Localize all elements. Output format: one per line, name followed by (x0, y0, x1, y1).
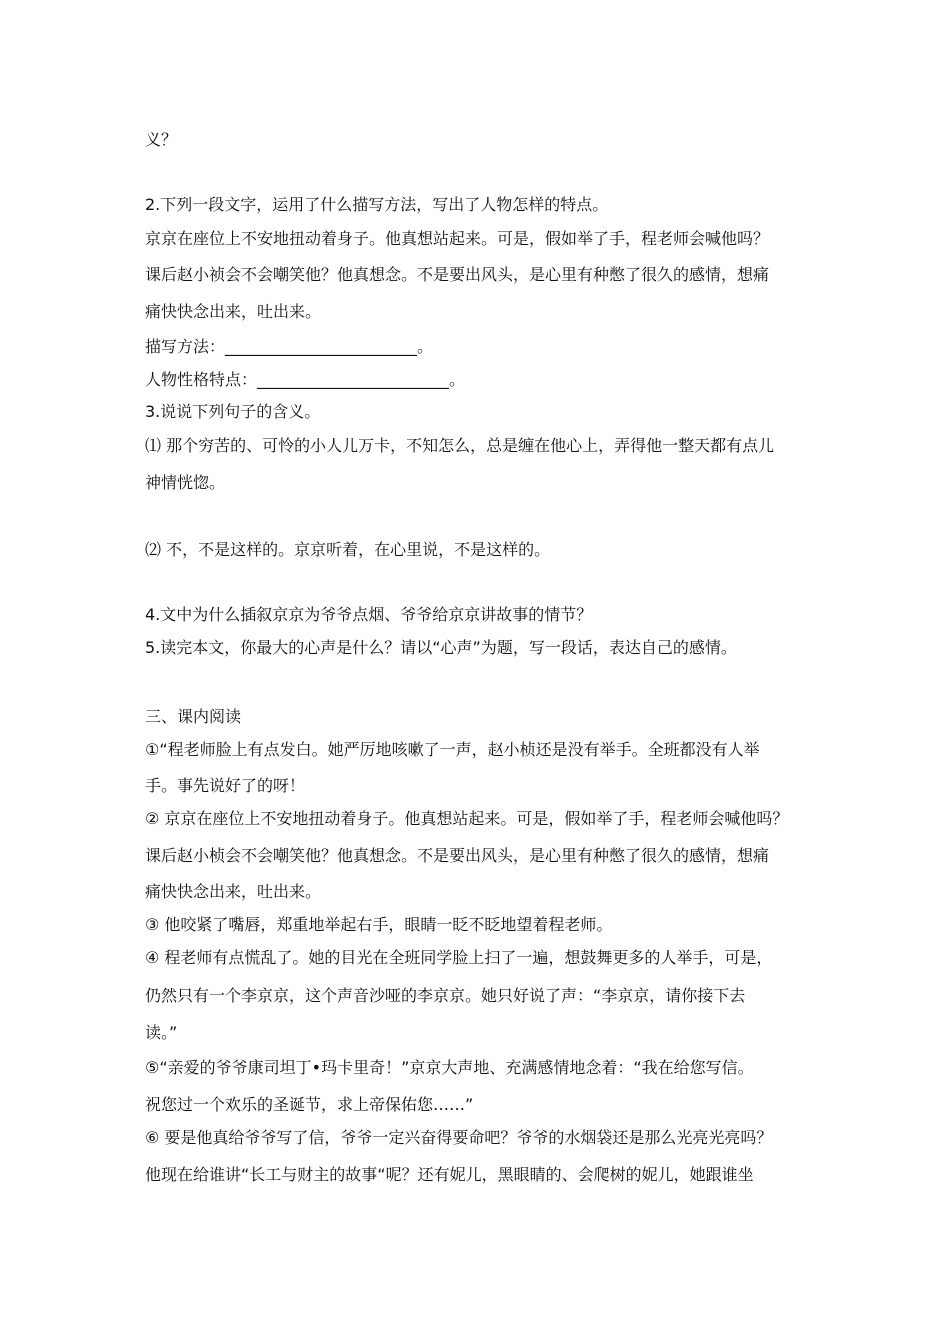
text-line: 课后赵小祯会不会嘲笑他？他真想念。不是要出风头，是心里有种憋了很久的感情，想痛 (145, 265, 770, 284)
answer-blank-method: 描写方法：________________________。 (145, 337, 434, 356)
text-line: 痛快快念出来，吐出来。 (145, 882, 322, 901)
paragraph-2: ② 京京在座位上不安地扭动着身子。他真想站起来。可是，假如举了手，程老师会喊他吗？ (145, 809, 789, 828)
text-line: 课后赵小桢会不会嘲笑他？他真想念。不是要出风头，是心里有种憋了很久的感情，想痛 (145, 846, 770, 865)
paragraph-5: ⑤“亲爱的爷爷康司坦丁•玛卡里奇！”京京大声地、充满感情地念着：“我在给您写信。 (145, 1058, 754, 1077)
text-line: 神情恍惚。 (145, 473, 226, 492)
text-line: ⑴ 那个穷苦的、可怜的小人儿万卡，不知怎么，总是缠在他心上，弄得他一整天都有点儿 (145, 436, 775, 455)
section-heading: 三、课内阅读 (145, 707, 242, 726)
paragraph-6: ⑥ 要是他真给爷爷写了信，爷爷一定兴奋得要命吧？爷爷的水烟袋还是那么光亮光亮吗？ (145, 1128, 773, 1147)
paragraph-1: ①“程老师脸上有点发白。她严厉地咳嗽了一声，赵小桢还是没有举手。全班都没有人举 (145, 740, 760, 759)
answer-blank-trait: 人物性格特点：________________________。 (145, 370, 466, 389)
text-line: 手。事先说好了的呀！ (145, 776, 306, 795)
question-2: 2.下列一段文字，运用了什么描写方法，写出了人物怎样的特点。 (145, 195, 609, 214)
paragraph-4: ④ 程老师有点慌乱了。她的目光在全班同学脸上扫了一遍，想鼓舞更多的人举手，可是， (145, 948, 773, 967)
text-line: 义？ (145, 130, 178, 149)
question-5: 5.读完本文，你最大的心声是什么？请以“心声”为题，写一段话，表达自己的感情。 (145, 638, 737, 657)
text-line: 京京在座位上不安地扭动着身子。他真想站起来。可是，假如举了手，程老师会喊他吗？ (145, 229, 770, 248)
question-3: 3.说说下列句子的含义。 (145, 402, 321, 421)
paragraph-3: ③ 他咬紧了嘴唇，郑重地举起右手，眼睛一眨不眨地望着程老师。 (145, 915, 613, 934)
text-line: 痛快快念出来，吐出来。 (145, 302, 322, 321)
text-line: 祝您过一个欢乐的圣诞节，求上帝保佑您……” (145, 1095, 474, 1114)
text-line: ⑵ 不，不是这样的。京京听着，在心里说，不是这样的。 (145, 540, 551, 559)
question-4: 4.文中为什么插叙京京为爷爷点烟、爷爷给京京讲故事的情节？ (145, 605, 593, 624)
text-line: 仍然只有一个李京京，这个声音沙哑的李京京。她只好说了声：“李京京，请你接下去 (145, 986, 746, 1005)
text-line: 他现在给谁讲“长工与财主的故事“呢？还有妮儿，黑眼睛的、会爬树的妮儿，她跟谁坐 (145, 1165, 754, 1184)
text-line: 读。” (145, 1023, 178, 1042)
